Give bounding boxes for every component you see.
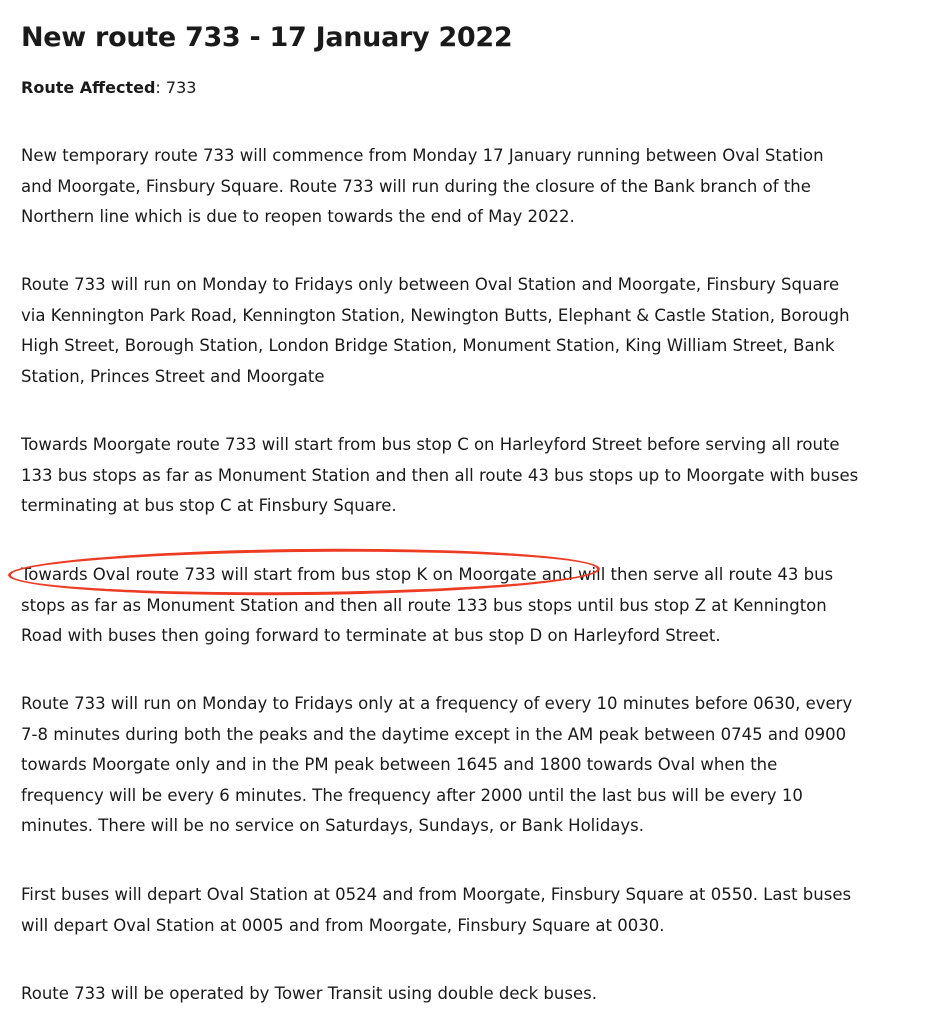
- paragraph-line: will depart Oval Station at 0005 and from Moorgate, Finsbury Square at 0030.: [21, 915, 665, 935]
- paragraph-line: New temporary route 733 will commence from Monday 17 January running between Oval Station: [21, 146, 824, 165]
- paragraph-line: 133 bus stops as far as Monument Station and then all route 43 bus stops up to Moorgate with buses: [21, 465, 859, 485]
- paragraph-line: Northern line which is due to reopen towards the end of May 2022.: [21, 207, 575, 227]
- paragraph-line: Towards Moorgate route 733 will start from bus stop C on Harleyford Street before serving all route: [21, 435, 840, 454]
- route-affected: [21, 76, 196, 100]
- paragraph-line: Route 733 will run on Monday to Fridays only at a frequency of every 10 minutes before 0630, every: [21, 694, 853, 713]
- paragraph-line: 7-8 minutes during both the peaks and the daytime except in the AM peak between 0745 and 0900: [21, 724, 847, 744]
- paragraph-line: Towards Oval route 733 will start from bus stop K on Moorgate and will then serve all route 43 bus: [21, 565, 834, 584]
- paragraph-intro: [21, 141, 921, 233]
- paragraph-line: minutes. There will be no service on Saturdays, Sundays, or Bank Holidays.: [21, 816, 645, 836]
- paragraph-line: Route 733 will be operated by Tower Transit using double deck buses.: [21, 984, 597, 1003]
- paragraph-towards-moorgate: [21, 430, 921, 522]
- paragraph-line: terminating at bus stop C at Finsbury Square.: [21, 496, 397, 516]
- paragraph-line: Road with buses then going forward to terminate at bus stop D on Harleyford Street.: [21, 626, 721, 646]
- page-title: New route 733 - 17 January 2022: [21, 22, 513, 53]
- paragraph-line: Station, Princes Street and Moorgate: [21, 366, 325, 386]
- paragraph-frequency: [21, 689, 921, 842]
- route-affected-value: 733: [165, 78, 197, 97]
- paragraph-towards-oval: [21, 560, 921, 652]
- route-affected-separator: :: [155, 78, 166, 97]
- paragraph-line: Route 733 will run on Monday to Fridays only between Oval Station and Moorgate, Finsbury Square: [21, 275, 840, 294]
- route-affected-label: Route Affected: [21, 78, 156, 97]
- paragraph-operator: [21, 979, 921, 1010]
- paragraph-line: and Moorgate, Finsbury Square. Route 733 will run during the closure of the Bank branch of the: [21, 176, 811, 196]
- paragraph-line: High Street, Borough Station, London Bridge Station, Monument Station, King William Street, Bank: [21, 336, 835, 356]
- paragraph-route: [21, 270, 921, 392]
- paragraph-line: First buses will depart Oval Station at 0524 and from Moorgate, Finsbury Square at 0550. Last buses: [21, 885, 852, 904]
- paragraph-first-last-buses: [21, 880, 921, 941]
- paragraph-line: towards Moorgate only and in the PM peak between 1645 and 1800 towards Oval when the: [21, 755, 778, 775]
- paragraph-line: stops as far as Monument Station and then all route 133 bus stops until bus stop Z at Kennington: [21, 595, 827, 615]
- paragraph-line: via Kennington Park Road, Kennington Station, Newington Butts, Elephant & Castle Station, Borough: [21, 305, 850, 325]
- paragraph-line: frequency will be every 6 minutes. The frequency after 2000 until the last bus will be every 10: [21, 785, 803, 805]
